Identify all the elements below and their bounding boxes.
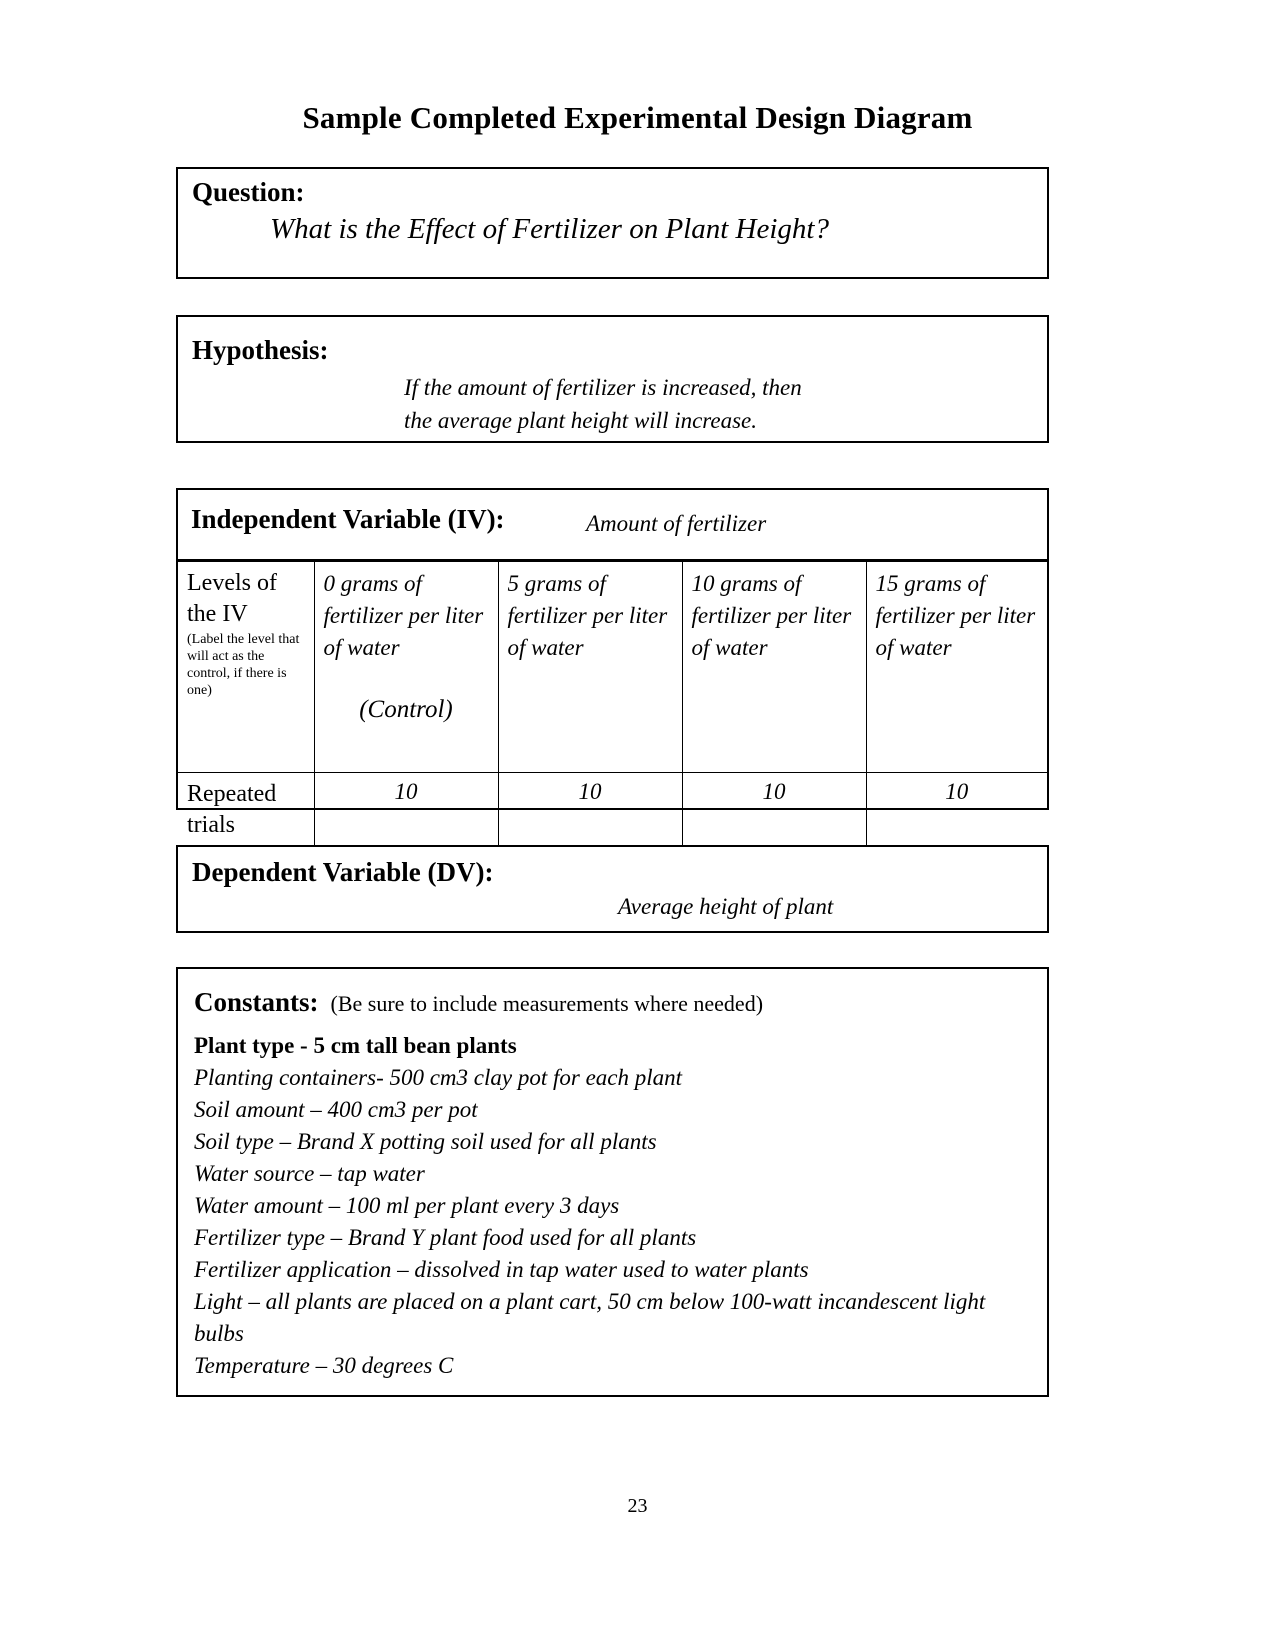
table-row [178, 773, 1047, 846]
level-cell [314, 562, 498, 773]
iv-header [178, 490, 1047, 561]
list-item: Light – all plants are placed on a plant cart, 50 cm below 100-watt incandescent light bulbs [194, 1289, 986, 1346]
levels-row-header [178, 562, 314, 773]
list-item: Water source – tap water [194, 1161, 425, 1186]
list-item: Water amount – 100 ml per plant every 3 days [194, 1193, 620, 1218]
hypothesis-section [176, 315, 1049, 443]
hypothesis-line-2: the average plant height will increase. [404, 408, 758, 433]
level-text: 10 grams of fertilizer per liter of water [691, 571, 852, 660]
iv-levels-table [178, 561, 1047, 845]
question-label: Question: [192, 177, 305, 207]
levels-row-label: Levels of the IV [187, 570, 277, 627]
level-cell [498, 562, 682, 773]
trials-cell: 10 [682, 773, 866, 846]
level-text: 0 grams of fertilizer per liter of water [323, 571, 484, 660]
hypothesis-text [404, 371, 802, 437]
level-text: 15 grams of fertilizer per liter of water [875, 571, 1036, 660]
constants-label: Constants: [194, 987, 319, 1017]
dv-value: Average height of plant [618, 894, 834, 919]
list-item: Planting containers- 500 cm3 clay pot for each plant [194, 1065, 683, 1090]
levels-row-note: (Label the level that will act as the control, if there is one) [187, 632, 300, 698]
dv-label: Dependent Variable (DV): [192, 857, 494, 887]
list-item: Soil amount – 400 cm3 per pot [194, 1097, 478, 1122]
constants-section [176, 967, 1049, 1397]
iv-value: Amount of fertilizer [586, 511, 767, 536]
hypothesis-label: Hypothesis: [192, 335, 329, 365]
trials-cell: 10 [314, 773, 498, 846]
level-text: 5 grams of fertilizer per liter of water [507, 571, 668, 660]
hypothesis-line-1: If the amount of fertilizer is increased, then [404, 375, 802, 400]
list-item: Fertilizer type – Brand Y plant food used for all plants [194, 1225, 697, 1250]
list-item: Plant type - 5 cm tall bean plants [194, 1033, 517, 1058]
question-text: What is the Effect of Fertilizer on Plant Height? [270, 213, 829, 245]
dependent-variable-section [176, 845, 1049, 933]
iv-label: Independent Variable (IV): [191, 504, 505, 534]
constants-note: (Be sure to include measurements where needed) [330, 991, 764, 1016]
trials-cell: 10 [498, 773, 682, 846]
trials-cell: 10 [866, 773, 1047, 846]
control-tag: (Control) [359, 696, 453, 723]
list-item: Soil type – Brand X potting soil used for all plants [194, 1129, 657, 1154]
list-item: Temperature – 30 degrees C [194, 1353, 454, 1378]
trials-row-header [178, 773, 314, 846]
independent-variable-section [176, 488, 1049, 838]
table-row [178, 562, 1047, 773]
list-item: Fertilizer application – dissolved in tap water used to water plants [194, 1257, 809, 1282]
page-title: Sample Completed Experimental Design Diagram [302, 100, 973, 135]
level-cell [866, 562, 1047, 773]
question-section [176, 167, 1049, 279]
constants-header [194, 987, 1031, 1018]
level-cell [682, 562, 866, 773]
page-number: 23 [627, 1495, 648, 1517]
trials-row-label: Repeated trials [187, 781, 277, 838]
